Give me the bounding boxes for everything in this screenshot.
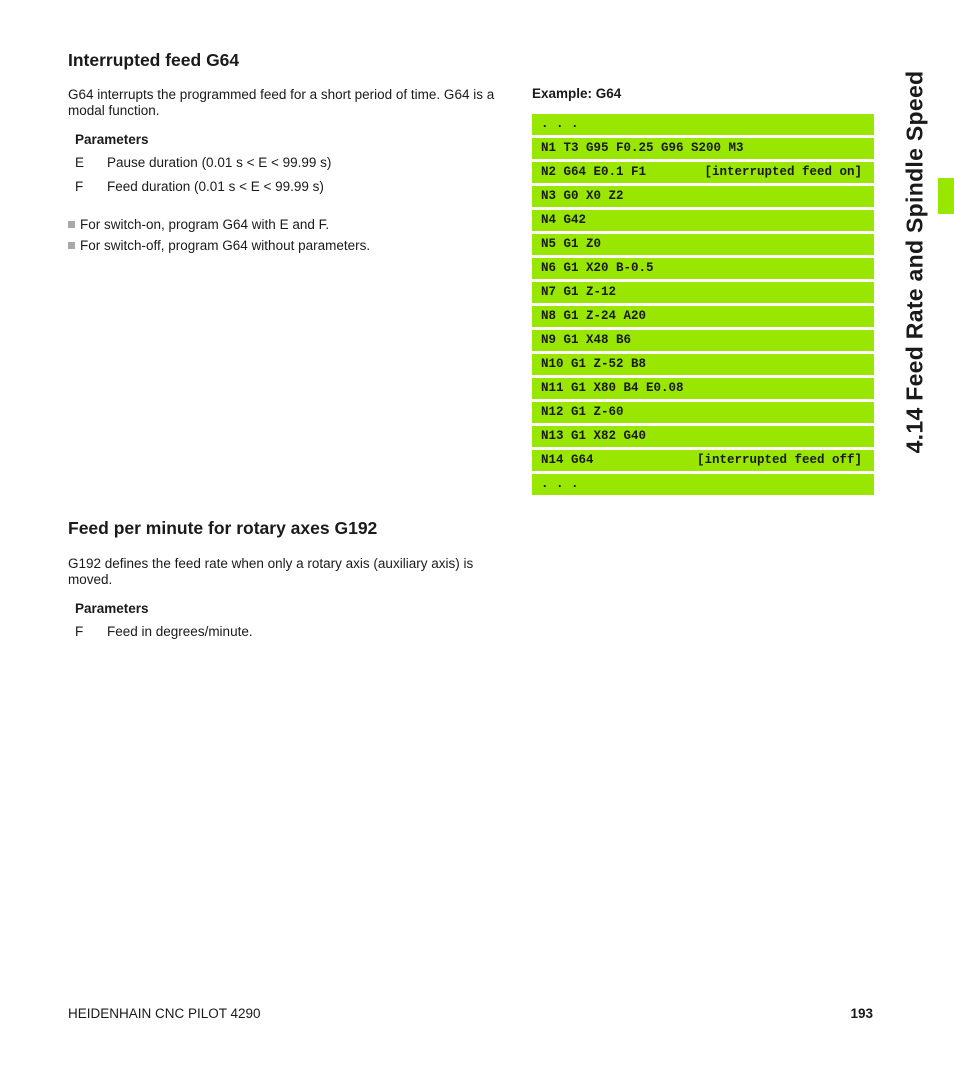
- page-number: 193: [850, 1006, 873, 1021]
- code-line: N4 G42: [532, 210, 874, 231]
- code-line: N9 G1 X48 B6: [532, 330, 874, 351]
- g64-parameters-heading: Parameters: [75, 132, 149, 147]
- param-key: E: [75, 155, 85, 170]
- code-line: N7 G1 Z-12: [532, 282, 874, 303]
- chapter-side-title: 4.14 Feed Rate and Spindle Speed: [901, 70, 928, 454]
- code-comment: [interrupted feed on]: [704, 165, 862, 179]
- param-description: Pause duration (0.01 s < E < 99.99 s): [107, 155, 332, 170]
- param-description: Feed duration (0.01 s < E < 99.99 s): [107, 179, 324, 194]
- chapter-tab-marker: [938, 178, 954, 214]
- code-line: . . .: [532, 474, 874, 495]
- code-line: N12 G1 Z-60: [532, 402, 874, 423]
- code-line: N1 T3 G95 F0.25 G96 S200 M3: [532, 138, 874, 159]
- code-line: N11 G1 X80 B4 E0.08: [532, 378, 874, 399]
- code-line: N6 G1 X20 B-0.5: [532, 258, 874, 279]
- bullet-square-icon: [68, 242, 75, 249]
- code-line: N3 G0 X0 Z2: [532, 186, 874, 207]
- g64-intro: G64 interrupts the programmed feed for a short period of time. G64 is a modal function.: [68, 87, 495, 118]
- bullet-text: For switch-off, program G64 without parameters.: [80, 238, 371, 253]
- code-line: N13 G1 X82 G40: [532, 426, 874, 447]
- bullet-text: For switch-on, program G64 with E and F.: [80, 217, 330, 232]
- code-comment: [interrupted feed off]: [696, 453, 862, 467]
- g192-parameters-heading: Parameters: [75, 601, 149, 616]
- section-title-g192: Feed per minute for rotary axes G192: [68, 518, 378, 538]
- g64-bullet-switch-on: [68, 217, 329, 232]
- code-line: . . .: [532, 114, 874, 135]
- bullet-square-icon: [68, 221, 75, 228]
- g64-bullet-switch-off: [68, 238, 370, 253]
- code-line: N8 G1 Z-24 A20: [532, 306, 874, 327]
- code-line: N5 G1 Z0: [532, 234, 874, 255]
- param-key: F: [75, 624, 84, 639]
- footer-product-name: HEIDENHAIN CNC PILOT 4290: [68, 1006, 261, 1021]
- code-line: N10 G1 Z-52 B8: [532, 354, 874, 375]
- param-description: Feed in degrees/minute.: [107, 624, 253, 639]
- code-line: N2 G64 E0.1 F1 [interrupted feed on]: [532, 162, 874, 183]
- section-title-g64: Interrupted feed G64: [68, 50, 240, 70]
- example-title: Example: G64: [532, 86, 622, 101]
- code-line: N14 G64 [interrupted feed off]: [532, 450, 874, 471]
- param-key: F: [75, 179, 84, 194]
- g192-intro: G192 defines the feed rate when only a rotary axis (auxiliary axis) is moved.: [68, 556, 474, 587]
- code-example-block: [532, 114, 874, 498]
